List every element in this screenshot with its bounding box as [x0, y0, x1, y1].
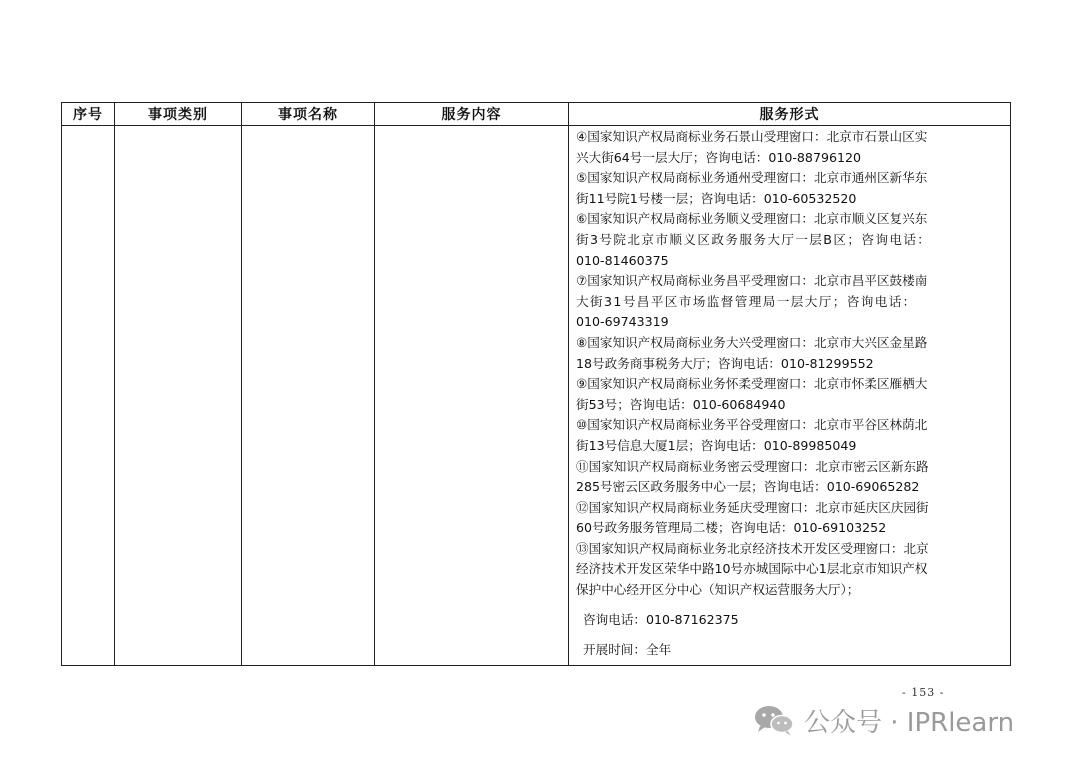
window-entry-7	[576, 271, 1005, 333]
consult-and-time	[576, 605, 1005, 665]
entry-line: 010-81460375	[576, 252, 669, 268]
cell-service-form	[569, 126, 1011, 666]
page-number: - 153 -	[902, 686, 945, 699]
table-row	[62, 126, 1011, 666]
window-entry-6	[576, 209, 1005, 271]
table-header-row	[62, 103, 1011, 126]
entry-line: ⑩国家知识产权局商标业务平谷受理窗口：北京市平谷区林荫北	[576, 417, 928, 433]
entry-line: ⑪国家知识产权局商标业务密云受理窗口：北京市密云区新东路	[576, 458, 929, 474]
entry-line: 经济技术开发区荣华中路10号亦城国际中心1层北京市知识产权	[576, 561, 928, 577]
entry-line: 街13号信息大厦1层；咨询电话：010-89985049	[576, 437, 857, 453]
entry-line: ④国家知识产权局商标业务石景山受理窗口：北京市石景山区实	[576, 129, 928, 144]
window-entry-13	[576, 539, 1005, 601]
entry-line: ⑬国家知识产权局商标业务北京经济技术开发区受理窗口：北京	[576, 540, 929, 556]
watermark-text: 公众号 · IPRlearn	[804, 707, 1015, 738]
window-entry-8	[576, 333, 1005, 374]
window-entry-9	[576, 374, 1005, 415]
entry-line: 街11号院1号楼一层；咨询电话：010-60532520	[576, 190, 857, 206]
service-form-text	[569, 126, 1010, 665]
entry-line: ⑦国家知识产权局商标业务昌平受理窗口：北京市昌平区鼓楼南	[576, 273, 928, 289]
entry-line: ⑤国家知识产权局商标业务通州受理窗口：北京市通州区新华东	[576, 170, 928, 186]
consult-phone: 咨询电话：010-87162375	[583, 611, 739, 627]
window-entry-4	[576, 127, 1005, 168]
cell-name	[242, 126, 375, 666]
header-category: 事项类别	[115, 103, 242, 126]
entry-line: ⑨国家知识产权局商标业务怀柔受理窗口：北京市怀柔区雁栖大	[576, 376, 928, 392]
cell-content	[375, 126, 569, 666]
entry-line: 18号政务商事税务大厅；咨询电话：010-81299552	[576, 355, 874, 371]
header-form: 服务形式	[569, 103, 1011, 126]
wechat-icon	[752, 702, 796, 738]
window-entry-10	[576, 415, 1005, 456]
window-entry-12	[576, 498, 1005, 539]
entry-line: 兴大街64号一层大厅；咨询电话：010-88796120	[576, 149, 862, 165]
entry-line: ⑧国家知识产权局商标业务大兴受理窗口：北京市大兴区金星路	[576, 334, 928, 350]
entry-line: 010-69743319	[576, 314, 669, 330]
watermark	[752, 700, 1014, 740]
cell-serial	[62, 126, 115, 666]
entry-line: 街53号；咨询电话：010-60684940	[576, 396, 786, 412]
window-entry-11	[576, 457, 1005, 498]
entry-line: 街3号院北京市顺义区政务服务大厅一层B区；咨询电话：	[576, 231, 932, 247]
service-table	[61, 102, 1011, 666]
entry-line: ⑥国家知识产权局商标业务顺义受理窗口：北京市顺义区复兴东	[576, 211, 928, 227]
header-name: 事项名称	[242, 103, 375, 126]
cell-category	[115, 126, 242, 666]
header-content: 服务内容	[375, 103, 569, 126]
entry-line: 保护中心经开区分中心（知识产权运营服务大厅）；	[576, 582, 860, 598]
entry-line: 大街31号昌平区市场监督管理局一层大厅；咨询电话：	[576, 293, 917, 309]
header-serial: 序号	[62, 103, 115, 126]
open-time: 开展时间：全年	[583, 641, 672, 657]
entry-line: 60号政务服务管理局二楼；咨询电话：010-69103252	[576, 520, 887, 536]
window-entry-5	[576, 168, 1005, 209]
entry-line: ⑫国家知识产权局商标业务延庆受理窗口：北京市延庆区庆园街	[576, 499, 929, 515]
entry-line: 285号密云区政务服务中心一层；咨询电话：010-69065282	[576, 479, 920, 495]
